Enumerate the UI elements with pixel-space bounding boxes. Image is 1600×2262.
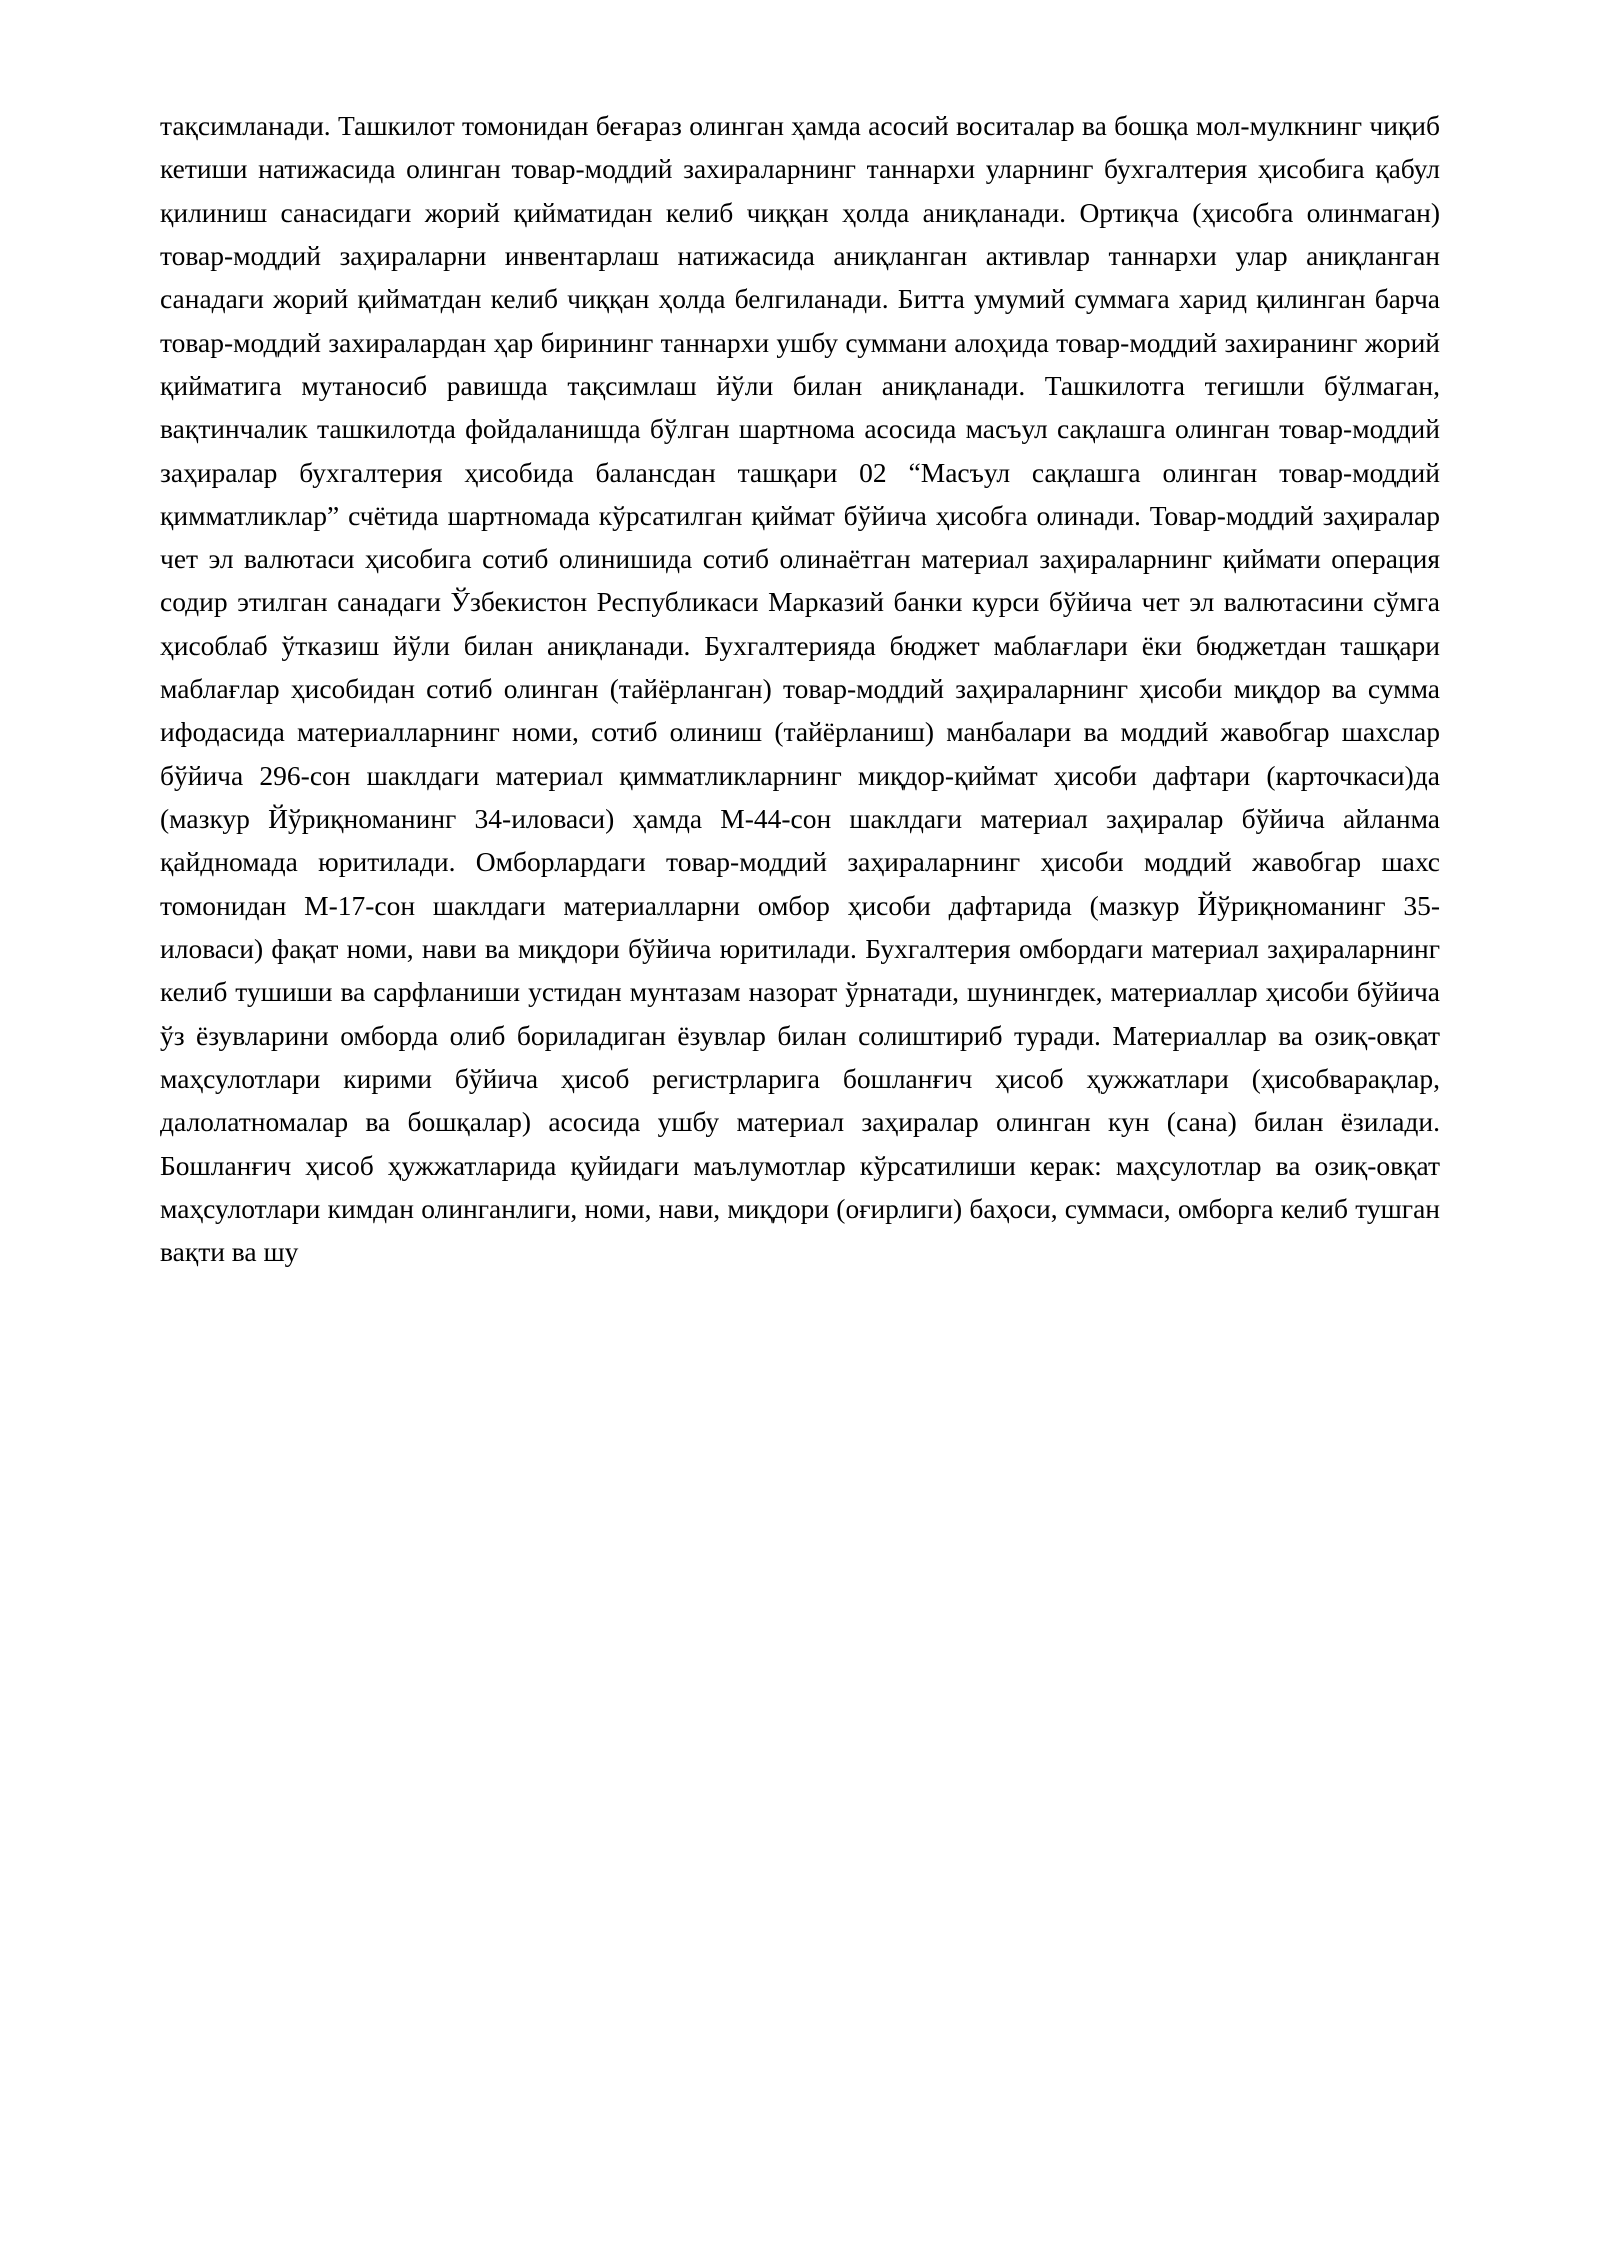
document-body bbox=[160, 104, 1440, 1273]
body-paragraph: тақсимланади. Ташкилот томонидан беғараз олинган ҳамда асосий воситалар ва бошқа мол-мулкнинг чиқиб кетиши натижасида олинган товар-моддий захираларнинг таннархи уларнинг бухгалтерия ҳисобига қабул қилиниш санасидаги жорий қийматидан келиб чиққан ҳолда аниқланади. Ортиқча (ҳисобга олинмаган) товар-моддий заҳираларни инвентарлаш натижасида аниқланган активлар таннархи улар аниқланган санадаги жорий қийматдан келиб чиққан ҳолда белгиланади. Битта умумий суммага харид қилинган барча товар-моддий захиралардан ҳар бирининг таннархи ушбу суммани алоҳида товар-моддий захиранинг жорий қийматига мутаносиб равишда тақсимлаш йўли билан аниқланади. Ташкилотга тегишли бўлмаган, вақтинчалик ташкилотда фойдаланишда бўлган шартнома асосида масъул сақлашга олинган товар-моддий заҳиралар бухгалтерия ҳисобида балансдан ташқари 02 “Масъул сақлашга олинган товар-моддий қимматликлар” счётида шартномада кўрсатилган қиймат бўйича ҳисобга олинади. Товар-моддий заҳиралар чет эл валютаси ҳисобига сотиб олинишида сотиб олинаётган материал заҳираларнинг қиймати операция содир этилган санадаги Ўзбекистон Республикаси Марказий банки курси бўйича чет эл валютасини сўмга ҳисоблаб ўтказиш йўли билан аниқланади. Бухгалтерияда бюджет маблағлари ёки бюджетдан ташқари маблағлар ҳисобидан сотиб олинган (тайёрланган) товар-моддий заҳираларнинг ҳисоби миқдор ва сумма ифодасида материалларнинг номи, сотиб олиниш (тайёрланиш) манбалари ва моддий жавобгар шахслар бўйича 296-сон шаклдаги материал қимматликларнинг миқдор-қиймат ҳисоби дафтари (карточкаси)да (мазкур Йўриқноманинг 34-иловаси) ҳамда М-44-сон шаклдаги материал заҳиралар бўйича айланма қайдномада юритилади. Омборлардаги товар-моддий заҳираларнинг ҳисоби моддий жавобгар шахс томонидан М-17-сон шаклдаги материалларни омбор ҳисоби дафтарида (мазкур Йўриқноманинг 35-иловаси) фақат номи, нави ва миқдори бўйича юритилади. Бухгалтерия омбордаги материал заҳираларнинг келиб тушиши ва сарфланиши устидан мунтазам назорат ўрнатади, шунингдек, материаллар ҳисоби бўйича ўз ёзувларини омборда олиб бориладиган ёзувлар билан солиштириб туради. Материаллар ва озиқ-овқат маҳсулотлари кирими бўйича ҳисоб регистрларига бошланғич ҳисоб ҳужжатлари (ҳисобварақлар, далолатномалар ва бошқалар) асосида ушбу материал заҳиралар олинган кун (сана) билан ёзилади. Бошланғич ҳисоб ҳужжатларида қуйидаги маълумотлар кўрсатилиши керак: маҳсулотлар ва озиқ-овқат маҳсулотлари кимдан олинганлиги, номи, нави, миқдори (оғирлиги) баҳоси, суммаси, омборга келиб тушган вақти ва шу bbox=[160, 110, 1440, 1268]
